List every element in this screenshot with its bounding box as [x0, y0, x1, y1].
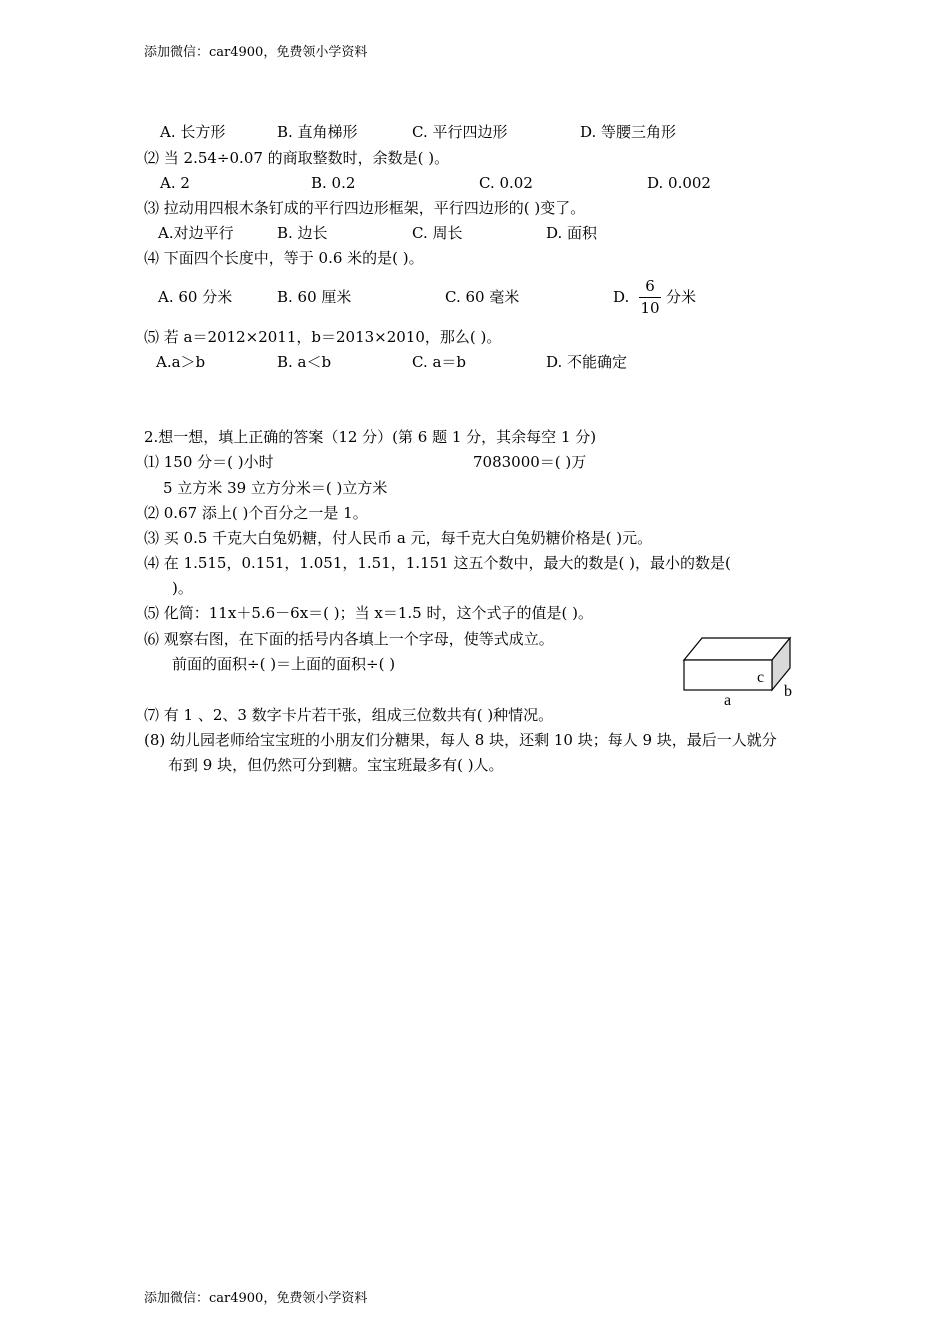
s2-item4-line2: )。 [172, 579, 193, 597]
q5-option-d: D. 不能确定 [546, 353, 628, 371]
q2-stem: ⑵ 当 2.54÷0.07 的商取整数时，余数是( )。 [144, 149, 450, 167]
s2-item4-line1: ⑷ 在 1.515，0.151，1.051，1.51，1.151 这五个数中，最大的数是( )，最小的数是( [144, 554, 731, 572]
q2-option-d: D. 0.002 [647, 174, 711, 192]
s2-item8-line1: (8) 幼儿园老师给宝宝班的小朋友们分糖果，每人 8 块，还剩 10 块；每人 9 块，最后一人就分 [144, 731, 777, 749]
q1-option-c: C. 平行四边形 [412, 123, 508, 141]
q4-option-a: A. 60 分米 [158, 288, 233, 306]
q2-option-a: A. 2 [160, 174, 190, 192]
page-header: 添加微信：car4900，免费领小学资料 [144, 45, 368, 60]
cuboid-label-c: c [757, 669, 765, 686]
q3-option-d: D. 面积 [546, 224, 598, 242]
s2-item5: ⑸ 化简：11x＋5.6－6x＝( )；当 x＝1.5 时，这个式子的值是( )。 [144, 604, 593, 622]
q5-option-b: B. a＜b [277, 353, 332, 371]
section2-title: 2.想一想，填上正确的答案（12 分）(第 6 题 1 分，其余每空 1 分) [144, 428, 597, 446]
q5-stem: ⑸ 若 a＝2012×2011，b＝2013×2010，那么( )。 [144, 328, 502, 346]
q3-option-a: A.对边平行 [158, 224, 234, 242]
q4-option-c: C. 60 毫米 [445, 288, 520, 306]
cuboid-label-a: a [724, 692, 732, 709]
q2-option-c: C. 0.02 [479, 174, 533, 192]
s2-item8-line2: 布到 9 块，但仍然可分到糖。宝宝班最多有( )人。 [168, 756, 504, 774]
cuboid-figure [676, 630, 836, 720]
q5-option-a: A.a＞b [156, 353, 206, 371]
q4-option-b: B. 60 厘米 [277, 288, 352, 306]
q3-stem: ⑶ 拉动用四根木条钉成的平行四边形框架，平行四边形的( )变了。 [144, 199, 586, 217]
q1-option-d: D. 等腰三角形 [580, 123, 677, 141]
s2-item6-equation: 前面的面积÷( )＝上面的面积÷( ) [172, 655, 396, 673]
q1-option-b: B. 直角梯形 [277, 123, 358, 141]
q4-option-d-fraction [637, 279, 663, 316]
fraction-numerator: 6 [645, 277, 655, 295]
s2-item1-hours: ⑴ 150 分＝( )小时 [144, 453, 274, 471]
q4-option-d-unit: 分米 [666, 288, 697, 306]
q3-option-b: B. 边长 [277, 224, 328, 242]
q4-option-d-prefix: D. [613, 288, 630, 306]
q4-stem: ⑷ 下面四个长度中，等于 0.6 米的是( )。 [144, 249, 424, 267]
q1-option-a: A. 长方形 [160, 123, 226, 141]
s2-item6-stem: ⑹ 观察右图，在下面的括号内各填上一个字母，使等式成立。 [144, 630, 554, 648]
s2-item1-wan: 7083000＝( )万 [473, 453, 587, 471]
fraction-denominator: 10 [640, 299, 660, 317]
s2-item2: ⑵ 0.67 添上( )个百分之一是 1。 [144, 504, 368, 522]
page-footer: 添加微信：car4900，免费领小学资料 [144, 1291, 368, 1306]
cuboid-label-b: b [784, 683, 792, 700]
s2-item3: ⑶ 买 0.5 千克大白兔奶糖，付人民币 a 元，每千克大白兔奶糖价格是( )元。 [144, 529, 653, 547]
s2-item7: ⑺ 有 1 、2、3 数字卡片若干张，组成三位数共有( )种情况。 [144, 706, 554, 724]
q5-option-c: C. a＝b [412, 353, 467, 371]
q2-option-b: B. 0.2 [311, 174, 356, 192]
q3-option-c: C. 周长 [412, 224, 463, 242]
s2-item1-volume: 5 立方米 39 立方分米＝( )立方米 [163, 479, 388, 497]
